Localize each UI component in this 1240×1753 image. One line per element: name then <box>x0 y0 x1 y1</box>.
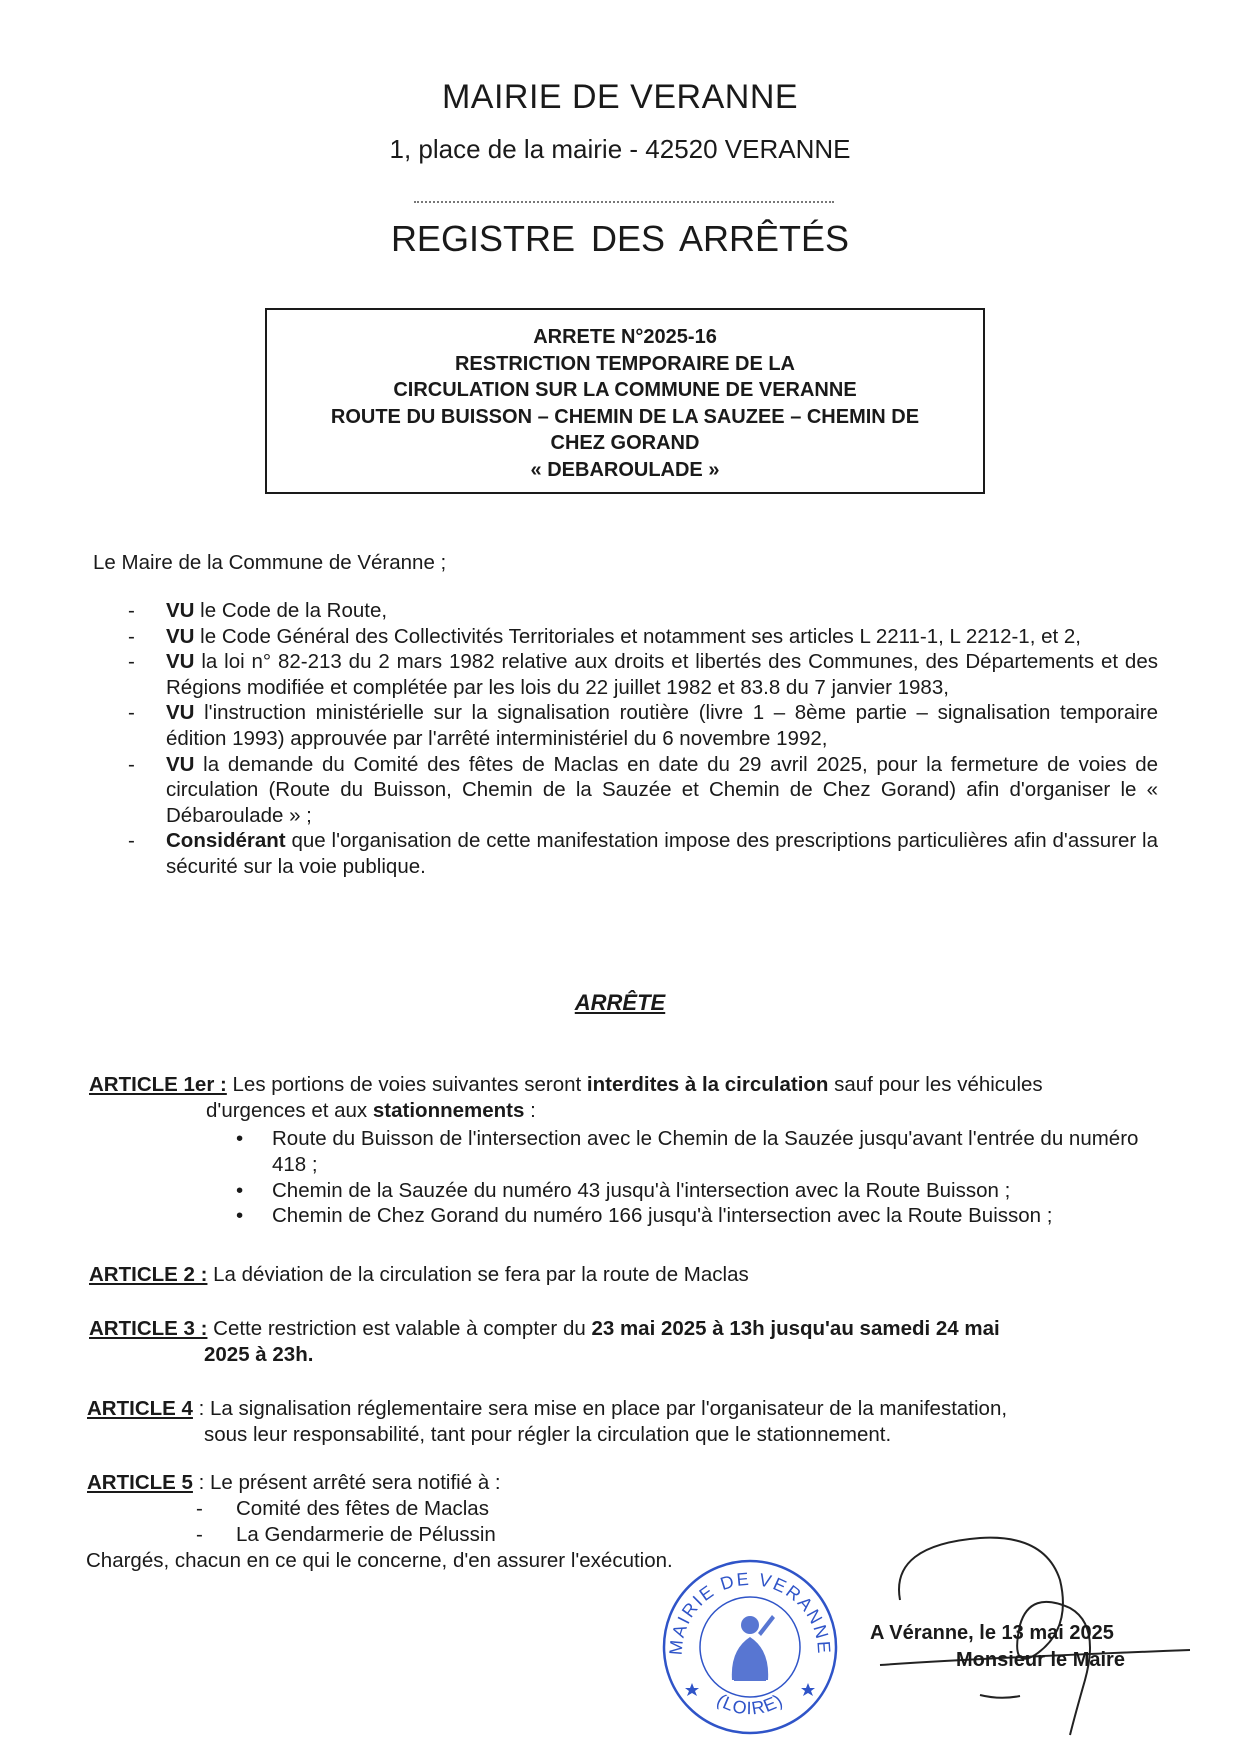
visa-text: le Code Général des Collectivités Territoriales et notamment ses articles L 2211-1, L 2212-1, et 2, <box>194 624 1081 648</box>
signature-role: Monsieur le Maire <box>956 1649 1125 1671</box>
bullet-marker: • <box>236 1127 244 1150</box>
list-item-text: La Gendarmerie de Pélussin <box>236 1523 496 1546</box>
list-item <box>236 1126 1156 1178</box>
list-item <box>236 1203 1156 1229</box>
article-5 <box>87 1470 501 1496</box>
marianne-emblem <box>732 1615 775 1681</box>
article-1-line-2 <box>206 1098 536 1124</box>
article-text: La déviation de la circulation se fera par la route de Maclas <box>207 1263 749 1286</box>
visa-item <box>128 828 1158 879</box>
bullet-marker: • <box>236 1204 244 1228</box>
article-text: Cette restriction est valable à compter du <box>207 1317 592 1340</box>
list-item <box>196 1522 496 1548</box>
list-dash: - <box>128 752 135 776</box>
bullet-marker: • <box>236 1178 244 1202</box>
mairie-address: 1, place de la mairie - 42520 VERANNE <box>389 134 851 164</box>
list-dash: - <box>128 599 135 622</box>
list-item-text: Comité des fêtes de Maclas <box>236 1497 489 1520</box>
article-emphasis: stationnements <box>372 1099 525 1122</box>
list-dash: - <box>196 1523 203 1546</box>
visa-item <box>128 598 1158 624</box>
article-4-line-2: sous leur responsabilité, tant pour régler la circulation que le stationnement. <box>204 1423 892 1446</box>
visa-item <box>128 752 1158 829</box>
visa-lead: VU <box>166 650 195 674</box>
article-text: sauf pour les véhicules <box>828 1073 1043 1096</box>
list-item <box>236 1178 1156 1204</box>
visa-text: la demande du Comité des fêtes de Maclas en date du 29 avril 2025, pour la fermeture de voies de circulation (Route du Buisson, Chemin de la Sauzée et Chemin de Chez Gorand) afin d'organiser le « Débaroulade » ; <box>166 752 1158 827</box>
visa-lead: VU <box>166 624 195 648</box>
article-emphasis: 23 mai 2025 à 13h jusqu'au samedi 24 mai <box>591 1317 1000 1340</box>
article-label: ARTICLE 5 <box>87 1471 193 1494</box>
article-text: : <box>524 1099 536 1122</box>
visa-item <box>128 700 1158 751</box>
mairie-title: MAIRIE DE VERANNE <box>441 78 799 116</box>
arrete-title-box <box>265 308 985 494</box>
visa-item <box>128 649 1158 700</box>
list-dash: - <box>128 650 135 674</box>
list-dash: - <box>128 701 135 725</box>
registre-title: REGISTRE DES ARRÊTÉS <box>390 218 850 259</box>
list-item <box>196 1496 496 1522</box>
visa-lead: VU <box>166 599 195 622</box>
arrete-title-line: ROUTE DU BUISSON – CHEMIN DE LA SAUZEE – CHEMIN DE <box>330 405 920 428</box>
article-text: d'urgences et aux <box>206 1099 373 1122</box>
visa-list <box>128 598 1158 880</box>
arrete-title-line: CIRCULATION SUR LA COMMUNE DE VERANNE <box>393 379 857 401</box>
visa-lead: VU <box>166 701 195 725</box>
arrete-number: ARRETE N°2025-16 <box>533 326 717 348</box>
visa-text: l'instruction ministérielle sur la signalisation routière (livre 1 – 8ème partie – signalisation temporaire édition 1993) approuvée par l'arrêté interministériel du 6 novembre 1992, <box>166 701 1158 750</box>
visa-item <box>128 624 1158 650</box>
article-3-line-2: 2025 à 23h. <box>204 1343 314 1366</box>
visa-text: la loi n° 82-213 du 2 mars 1982 relative aux droits et libertés des Communes, des Départements et des Régions modifiée et complétée par les lois du 22 juillet 1982 et 83.8 du 7 janvier 1983, <box>166 650 1158 699</box>
visa-text: que l'organisation de cette manifestation impose des prescriptions particulières afin d'assurer la sécurité sur la voie publique. <box>166 829 1158 878</box>
arrete-title-line: RESTRICTION TEMPORAIRE DE LA <box>454 352 795 375</box>
stamp-top-text: MAIRIE DE VERANNE <box>665 1568 835 1656</box>
list-dash: - <box>128 829 135 853</box>
article-text: : La signalisation réglementaire sera mise en place par l'organisateur de la manifestation, <box>192 1397 1008 1420</box>
star-icon <box>685 1683 815 1696</box>
list-item-text: Chemin de la Sauzée du numéro 43 jusqu'à l'intersection avec la Route Buisson ; <box>272 1178 1011 1202</box>
signature-place-date: A Véranne, le 13 mai 2025 <box>870 1622 1114 1644</box>
article-emphasis: interdites à la circulation <box>586 1073 829 1096</box>
list-item-text: Chemin de Chez Gorand du numéro 166 jusqu'à l'intersection avec la Route Buisson ; <box>272 1204 1053 1228</box>
article-1 <box>89 1072 1043 1098</box>
mairie-stamp <box>660 1555 840 1735</box>
article-4 <box>87 1396 1007 1422</box>
visa-text: le Code de la Route, <box>194 599 388 622</box>
article-label: ARTICLE 3 : <box>89 1317 208 1340</box>
closing-line: Chargés, chacun en ce qui le concerne, d'en assurer l'exécution. <box>86 1549 673 1572</box>
header-divider <box>414 201 834 203</box>
list-item-text: Route du Buisson de l'intersection avec le Chemin de la Sauzée jusqu'avant l'entrée du numéro 418 ; <box>272 1127 1139 1176</box>
article-3 <box>89 1316 1000 1342</box>
article-text: Les portions de voies suivantes seront <box>226 1073 587 1096</box>
article-label: ARTICLE 2 : <box>89 1263 208 1286</box>
closed-roads-list <box>236 1126 1156 1229</box>
visa-lead: Considérant <box>166 829 286 853</box>
list-dash: - <box>128 624 135 648</box>
article-label: ARTICLE 4 <box>87 1397 193 1420</box>
visa-lead: VU <box>166 752 195 776</box>
arrete-heading: ARRÊTE <box>574 990 666 1015</box>
recipients-list <box>196 1496 496 1548</box>
article-label: ARTICLE 1er : <box>89 1073 227 1096</box>
stamp-bottom-text: (LOIRE) <box>713 1689 787 1719</box>
arrete-event-name: « DEBAROULADE » <box>530 458 720 481</box>
article-text: : Le présent arrêté sera notifié à : <box>192 1471 501 1494</box>
list-dash: - <box>196 1497 203 1520</box>
arrete-title-line: CHEZ GORAND <box>550 432 700 454</box>
article-2 <box>89 1262 749 1288</box>
preamble-intro: Le Maire de la Commune de Véranne ; <box>93 551 447 574</box>
